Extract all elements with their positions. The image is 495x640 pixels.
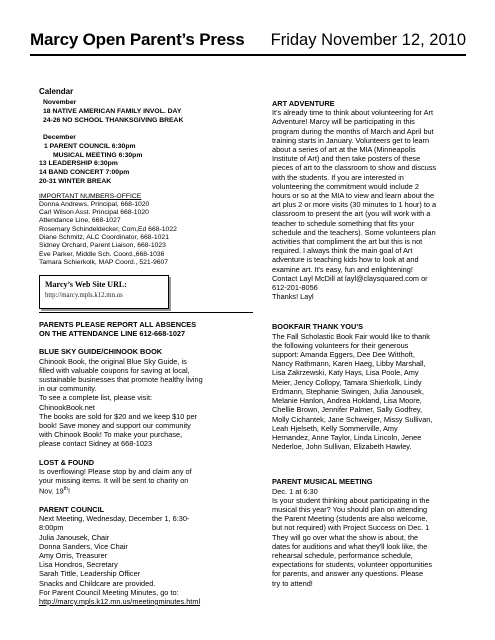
calendar-item: MUSICAL MEETING 6:30pm (53, 151, 143, 159)
musical-meeting-text: but not required) with Project Success on Dec. 1 (272, 523, 430, 533)
art-adventure-text: Contact Layl McDill at layl@claysquared.com or (272, 273, 428, 283)
art-adventure-text: classroom to present the art (you will work with a (272, 209, 431, 219)
lost-found-text: Is overflowing! Please stop by and claim any of (39, 466, 192, 476)
bookfair-text: Melanie Hanlon, Andrea Hokland, Lisa Moore, (272, 396, 422, 406)
musical-meeting-title: PARENT MUSICAL MEETING (272, 477, 373, 487)
contact-item: Diane Schmitz, ALC Coordinator, 668-1021 (39, 234, 169, 242)
calendar-item: 24-26 NO SCHOOL THANKSGIVING BREAK (43, 116, 184, 124)
bookfair-text: Erdmann, Stephanie Swingen, Julia Janousek, (272, 386, 424, 396)
blue-sky-text: To see a complete list, please visit: (39, 393, 153, 403)
issue-date: Friday November 12, 2010 (270, 31, 466, 49)
calendar-title: Calendar (39, 87, 74, 96)
lost-found-text: your missing items. It will be sent to charity on (39, 476, 189, 486)
blue-sky-text: Chinook Book, the original Blue Sky Guide, is (39, 356, 187, 366)
art-adventure-text: hours or so at the MIA to view and learn about the (272, 191, 435, 201)
website-box-title: Marcy’s Web Site URL: (45, 280, 127, 289)
blue-sky-text: please contact Sidney at 668-1023 (39, 439, 153, 449)
parent-council-text: Sarah Tittle, Leadership Officer (39, 569, 141, 579)
contacts-list (39, 193, 253, 268)
parent-council-text: Lisa Hondros, Secretary (39, 560, 118, 570)
contact-item: Sidney Orchard, Parent Liaison, 668-1023 (39, 242, 166, 250)
art-adventure-text: schedule and the teachers). Some volunteers plan (272, 227, 436, 237)
bookfair-text: Chellie Brown, Jennifer Palmer, Sally Godfrey, (272, 405, 423, 415)
musical-meeting-text: for parents, and answer any questions. Please (272, 569, 424, 579)
left-articles (39, 320, 253, 606)
parent-council-text: For Parent Council Meeting Minutes, go to: (39, 587, 179, 597)
bookfair-text: Lisa Zakrzewski, Katy Hays, Lisa Poole, Amy (272, 368, 419, 378)
blue-sky-text: with Chinook Book! To make your purchase, (39, 430, 183, 440)
musical-meeting-text: dates for auditions and what they'll look like, the (272, 541, 428, 551)
art-adventure-text: program during the months of March and April but (272, 126, 434, 136)
art-adventure-text: activities that compliment the art but this is not (272, 237, 423, 247)
bookfair-title: BOOKFAIR THANK YOU'S (272, 322, 363, 332)
bookfair-text: The Fall Scholastic Book Fair would like to thank (272, 331, 430, 341)
musical-meeting-text: They will go over what the show is about, the (272, 532, 419, 542)
calendar-item: 14 BAND CONCERT 7:00pm (39, 169, 130, 177)
art-adventure-text: Adventure! Marcy will be participating in this (272, 117, 415, 127)
blue-sky-text: sustainable businesses that promote healthy living (39, 375, 203, 385)
art-adventure-text: with the students. If you are interested in (272, 172, 404, 182)
art-adventure-text: required. I always think the main goal of Art (272, 246, 413, 256)
parent-council-text: Amy Orris, Treasurer (39, 550, 108, 560)
contact-item: Tamara Schierkolk, MAP Coord., 521-9607 (39, 258, 169, 266)
calendar-item: 20-31 WINTER BREAK (39, 177, 112, 185)
lost-found-text: Nov. 19th! (39, 486, 70, 496)
calendar-month-december: December (43, 134, 76, 142)
art-adventure-text: 612-201-8056 (272, 283, 318, 293)
parent-council-text: Snacks and Childcare are provided. (39, 578, 156, 588)
art-adventure-text: It's already time to think about volunteering for Art (272, 108, 434, 118)
art-adventure-text: art plus 2 or more visits (30 minutes to 1 hour) to a (272, 200, 437, 210)
blue-sky-title: BLUE SKY GUIDE/CHINOOK BOOK (39, 347, 163, 357)
parent-council-text: 8:00pm (39, 523, 64, 533)
art-adventure-text: Institute of Art) and then take posters of these (272, 154, 421, 164)
contact-item: Donna Andrews, Principal, 668-1020 (39, 200, 150, 208)
parent-council-text: Donna Sanders, Vice Chair (39, 541, 128, 551)
parent-council-text: Next Meeting, Wednesday, December 1, 6:30- (39, 514, 190, 524)
website-url[interactable]: http://marcy.mpls.k12.mn.us (45, 292, 123, 299)
art-adventure-text: training starts in January. Volunteers get to learn (272, 135, 430, 145)
absences-notice-line: PARENTS PLEASE REPORT ALL ABSENCES (39, 320, 197, 329)
contact-item: Eve Parker, Middle Sch. Coord.,668-1036 (39, 250, 165, 258)
newsletter-name: Marcy Open Parent’s Press (30, 30, 245, 49)
website-box (39, 275, 169, 309)
contact-item: Attendance Line, 668-1027 (39, 217, 121, 225)
absences-notice-line: ON THE ATTENDANCE LINE 612-668-1027 (39, 329, 186, 339)
art-adventure-text: Thanks! Layl (272, 292, 314, 302)
musical-meeting-text: try to attend! (272, 578, 313, 588)
musical-meeting-text: musical this year? You should plan on attending (272, 504, 428, 514)
bookfair-text: Leah Hjelseth, Kelly Sommerville, Amy (272, 423, 398, 433)
art-adventure-text: volunteering the commitment would include 2 (272, 181, 419, 191)
bookfair-text: support: Amanda Eggers, Dee Dee Witthoft, (272, 350, 415, 360)
musical-meeting-text: the Parent Meeting (students are also welcome, (272, 514, 428, 524)
blue-sky-text: in our community. (39, 384, 97, 394)
musical-meeting-text: rehearsal schedule, performance schedule, (272, 550, 413, 560)
calendar-item: 1 PARENT COUNCIL 6:30pm (44, 143, 136, 151)
blue-sky-text: book! Save money and support our community (39, 421, 191, 431)
contact-item: Carl Wilson Asst. Principal 668-1020 (39, 209, 149, 217)
parent-council-text: Julia Janousek, Chair (39, 532, 110, 542)
parent-council-title: PARENT COUNCIL (39, 504, 105, 514)
bookfair-text: the following volunteers for their generous (272, 340, 409, 350)
calendar-item: 13 LEADERSHIP 6:30pm (39, 160, 118, 168)
blue-sky-text: The books are sold for $20 and we keep $10 per (39, 411, 197, 421)
minutes-link[interactable]: http://marcy.mpls.k12.mn.us/meetingminutes.html (39, 596, 201, 606)
art-adventure-text: examine art. It's easy, fun and enlightening! (272, 264, 413, 274)
calendar-item: 18 NATIVE AMERICAN FAMILY INVOL. DAY (43, 107, 182, 115)
art-adventure-text: about a series of art at the MIA (Minneapolis (272, 145, 416, 155)
musical-meeting-text: Dec. 1 at 6:30 (272, 486, 318, 496)
art-adventure-title: ART ADVENTURE (272, 99, 335, 108)
art-adventure-text: adventure is teaching kids how to look at and (272, 255, 419, 265)
contacts-title: IMPORTANT NUMBERS-OFFICE (39, 192, 142, 200)
calendar-section (39, 87, 253, 267)
section-divider (39, 312, 253, 313)
masthead (30, 28, 466, 56)
bookfair-text: Meier, Jency Collopy, Tamara Shierkolk, Lindy (272, 377, 422, 387)
art-adventure-text: pieces of art to the classroom to show and discuss (272, 163, 437, 173)
musical-meeting-text: Is your student thinking about participating in the (272, 495, 430, 505)
bookfair-text: Nederloe, John Sullivan, Elizabeth Hawley. (272, 442, 412, 452)
musical-meeting-text: expectations for students, volunteer opportunities (272, 560, 433, 570)
lost-found-title: LOST & FOUND (39, 457, 95, 467)
contact-item: Rosemary Schindeldecker, Com,Ed 668-1022 (39, 225, 177, 233)
right-articles (272, 99, 468, 588)
bookfair-text: Molly Cichantek, Jane Schweiger, Missy Sullivan, (272, 414, 433, 424)
calendar-month-november: November (43, 99, 77, 107)
bookfair-text: Nancy Rathmann, Karen Haeg, Libby Marshall, (272, 359, 426, 369)
art-adventure-text: teacher to schedule something that fits your (272, 218, 415, 228)
chinook-link[interactable]: ChinookBook.net (39, 402, 95, 412)
bookfair-text: Hernandez, Anne Taylor, Linda Lincoln, Jenee (272, 432, 422, 442)
blue-sky-text: filled with valuable coupons for saving at local, (39, 365, 190, 375)
